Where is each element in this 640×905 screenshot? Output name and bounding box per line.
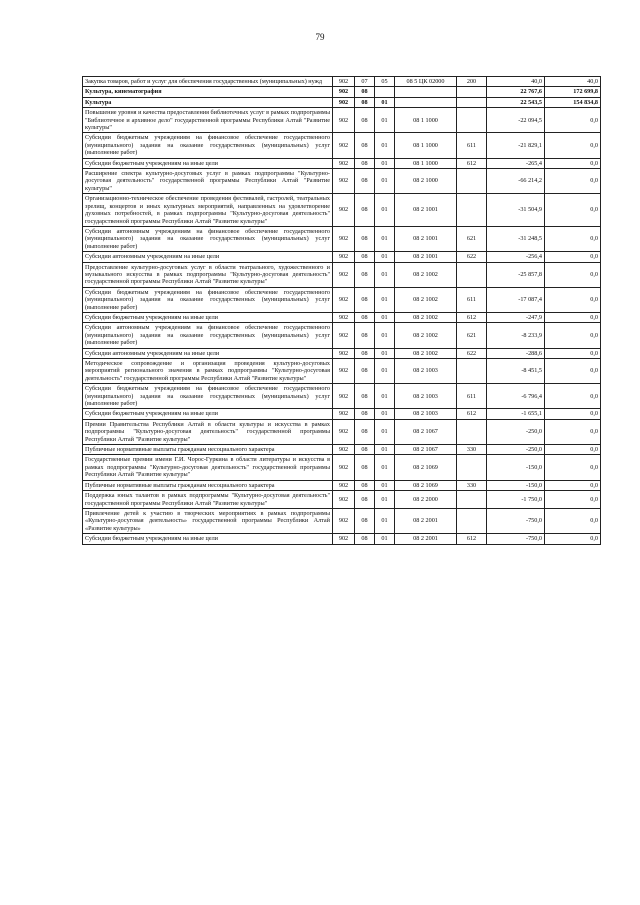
row-subsection-code: [375, 87, 395, 97]
row-ministry-code: 902: [333, 534, 355, 544]
row-amount-2: 0,0: [545, 158, 601, 168]
row-target-article: [395, 87, 457, 97]
row-ministry-code: 902: [333, 133, 355, 158]
row-name: Публичные нормативные выплаты гражданам несоциального характера: [83, 445, 333, 455]
row-name: Государственные премии имени Г.И. Чорос-Гуркина в области литературы и искусства в рамках подпрограммы "Культурно-досуговая деятельность" государственной программы Республики Алтай "Развитие культуры": [83, 455, 333, 480]
row-subsection-code: 01: [375, 97, 395, 107]
row-expense-type: 612: [457, 534, 487, 544]
row-subsection-code: 01: [375, 480, 395, 490]
row-amount-1: -750,0: [487, 508, 545, 533]
row-amount-1: -150,0: [487, 455, 545, 480]
row-target-article: 08 1 1000: [395, 158, 457, 168]
table-row: [83, 455, 601, 480]
row-target-article: 08 2 1002: [395, 312, 457, 322]
row-amount-1: -256,4: [487, 252, 545, 262]
row-amount-2: 0,0: [545, 287, 601, 312]
row-subsection-code: 01: [375, 455, 395, 480]
row-expense-type: 612: [457, 158, 487, 168]
row-subsection-code: 01: [375, 108, 395, 133]
row-target-article: 08 2 1002: [395, 323, 457, 348]
row-ministry-code: 902: [333, 348, 355, 358]
row-target-article: 08 2 2001: [395, 534, 457, 544]
row-target-article: 08 2 1067: [395, 419, 457, 444]
row-target-article: 08 2 1000: [395, 169, 457, 194]
row-section-code: 08: [355, 252, 375, 262]
row-expense-type: 200: [457, 77, 487, 87]
row-amount-1: -8 451,5: [487, 359, 545, 384]
row-name: Субсидии бюджетным учреждениям на иные цели: [83, 534, 333, 544]
row-ministry-code: 902: [333, 312, 355, 322]
row-amount-2: 0,0: [545, 108, 601, 133]
row-section-code: 08: [355, 108, 375, 133]
row-expense-type: 611: [457, 287, 487, 312]
row-amount-2: 154 834,8: [545, 97, 601, 107]
row-ministry-code: 902: [333, 194, 355, 227]
row-section-code: 08: [355, 226, 375, 251]
row-amount-1: -22 094,5: [487, 108, 545, 133]
row-name: Субсидии бюджетным учреждениям на финансовое обеспечение государственного (муниципального) задания на оказание государственных (муниципальных) услуг (выполнение работ): [83, 133, 333, 158]
row-name: Организационно-техническое обеспечение проведения фестивалей, гастролей, театральных зрелищ, концертов и иных культурных мероприятий, направленных на удовлетворение духовных потребностей, в рамках подпрограммы "Культурно-досуговая деятельность" государственной программы Республики Алтай "Развитие культуры": [83, 194, 333, 227]
row-subsection-code: 01: [375, 384, 395, 409]
row-amount-2: 0,0: [545, 194, 601, 227]
row-name: Культура: [83, 97, 333, 107]
row-amount-2: 0,0: [545, 226, 601, 251]
row-section-code: 08: [355, 348, 375, 358]
row-subsection-code: 01: [375, 312, 395, 322]
table-row: [83, 108, 601, 133]
row-amount-1: 40,0: [487, 77, 545, 87]
row-amount-2: 40,0: [545, 77, 601, 87]
row-amount-2: 0,0: [545, 262, 601, 287]
row-expense-type: [457, 359, 487, 384]
row-target-article: 08 2 1069: [395, 455, 457, 480]
row-expense-type: [457, 419, 487, 444]
row-amount-2: 0,0: [545, 252, 601, 262]
row-amount-1: -750,0: [487, 534, 545, 544]
row-ministry-code: 902: [333, 445, 355, 455]
row-amount-2: 0,0: [545, 359, 601, 384]
row-target-article: 08 5 ЦК 02000: [395, 77, 457, 87]
row-section-code: 08: [355, 312, 375, 322]
row-amount-1: -8 233,9: [487, 323, 545, 348]
row-subsection-code: 01: [375, 158, 395, 168]
row-subsection-code: 01: [375, 262, 395, 287]
row-subsection-code: 01: [375, 323, 395, 348]
row-target-article: 08 2 1067: [395, 445, 457, 455]
row-name: Премии Правительства Республики Алтай в области культуры и искусства в рамках подпрограммы "Культурно-досуговая деятельность" государственной программы Республики Алтай "Развитие культуры": [83, 419, 333, 444]
row-section-code: 08: [355, 323, 375, 348]
page-number: 79: [315, 32, 325, 42]
row-section-code: 08: [355, 97, 375, 107]
row-expense-type: [457, 108, 487, 133]
row-subsection-code: 01: [375, 287, 395, 312]
row-amount-1: -66 214,2: [487, 169, 545, 194]
row-name: Субсидии автономным учреждениям на иные цели: [83, 348, 333, 358]
row-expense-type: [457, 491, 487, 509]
row-expense-type: [457, 508, 487, 533]
row-amount-1: -6 796,4: [487, 384, 545, 409]
table-row: [83, 409, 601, 419]
row-amount-1: -31 248,5: [487, 226, 545, 251]
row-ministry-code: 902: [333, 97, 355, 107]
row-amount-1: -288,6: [487, 348, 545, 358]
table-row: [83, 262, 601, 287]
row-ministry-code: 902: [333, 384, 355, 409]
row-amount-2: 0,0: [545, 133, 601, 158]
table-row: [83, 158, 601, 168]
row-amount-1: -150,0: [487, 480, 545, 490]
row-section-code: 08: [355, 158, 375, 168]
row-ministry-code: 902: [333, 287, 355, 312]
row-expense-type: [457, 194, 487, 227]
row-expense-type: 611: [457, 384, 487, 409]
row-subsection-code: 01: [375, 534, 395, 544]
row-amount-1: -31 504,9: [487, 194, 545, 227]
row-ministry-code: 902: [333, 77, 355, 87]
row-subsection-code: 01: [375, 359, 395, 384]
row-ministry-code: 902: [333, 169, 355, 194]
row-subsection-code: 01: [375, 445, 395, 455]
row-ministry-code: 902: [333, 359, 355, 384]
row-section-code: 08: [355, 384, 375, 409]
row-expense-type: 330: [457, 445, 487, 455]
row-expense-type: [457, 87, 487, 97]
row-amount-1: -247,9: [487, 312, 545, 322]
row-name: Поддержка юных талантов в рамках подпрограммы "Культурно-досуговая деятельность" государственной программы Республики Алтай "Развитие культуры": [83, 491, 333, 509]
row-section-code: 07: [355, 77, 375, 87]
row-ministry-code: 902: [333, 455, 355, 480]
table-row: [83, 97, 601, 107]
row-name: Привлечение детей к участию в творческих мероприятиях в рамках подпрограммы «Культурно-досуговая деятельность» государственной программы Республики Алтай «Развитие культуры»: [83, 508, 333, 533]
row-name: Субсидии бюджетным учреждениям на иные цели: [83, 409, 333, 419]
row-name: Субсидии бюджетным учреждениям на финансовое обеспечение государственного (муниципального) задания на оказание государственных (муниципальных) услуг (выполнение работ): [83, 384, 333, 409]
table-row: [83, 194, 601, 227]
row-target-article: 08 2 1002: [395, 348, 457, 358]
row-target-article: 08 2 2001: [395, 508, 457, 533]
row-expense-type: [457, 262, 487, 287]
table-row: [83, 348, 601, 358]
table-row: [83, 445, 601, 455]
row-amount-2: 172 699,8: [545, 87, 601, 97]
row-target-article: 08 2 1001: [395, 226, 457, 251]
row-expense-type: [457, 169, 487, 194]
row-target-article: 08 2 1001: [395, 194, 457, 227]
table-row: [83, 534, 601, 544]
table-row: [83, 323, 601, 348]
row-section-code: 08: [355, 491, 375, 509]
row-amount-1: -1 655,1: [487, 409, 545, 419]
row-section-code: 08: [355, 445, 375, 455]
row-amount-1: 22 767,6: [487, 87, 545, 97]
table-row: [83, 169, 601, 194]
budget-table-body: [83, 77, 601, 545]
row-name: Субсидии автономным учреждениям на иные цели: [83, 252, 333, 262]
row-name: Субсидии бюджетным учреждениям на иные цели: [83, 158, 333, 168]
row-amount-2: 0,0: [545, 323, 601, 348]
row-amount-2: 0,0: [545, 534, 601, 544]
row-amount-2: 0,0: [545, 480, 601, 490]
row-amount-1: 22 543,5: [487, 97, 545, 107]
row-name: Повышение уровня и качества предоставления библиотечных услуг в рамках подпрограммы "Библиотечное и архивное дело" государственной программы Республики Алтай "Развитие культуры": [83, 108, 333, 133]
row-target-article: 08 2 1003: [395, 384, 457, 409]
table-row: [83, 359, 601, 384]
row-expense-type: 330: [457, 480, 487, 490]
row-expense-type: 612: [457, 409, 487, 419]
row-target-article: 08 2 1069: [395, 480, 457, 490]
row-section-code: 08: [355, 87, 375, 97]
row-amount-1: -21 829,1: [487, 133, 545, 158]
table-row: [83, 133, 601, 158]
row-target-article: [395, 97, 457, 107]
row-amount-1: -250,0: [487, 445, 545, 455]
row-name: Предоставление культурно-досуговых услуг в области театрального, художественного и музыкального искусства в рамках подпрограммы "Культурно-досуговая деятельность" государственной программы Республики Алтай "Развитие культуры": [83, 262, 333, 287]
row-amount-2: 0,0: [545, 409, 601, 419]
row-target-article: 08 2 1002: [395, 287, 457, 312]
row-subsection-code: 01: [375, 133, 395, 158]
row-expense-type: 621: [457, 226, 487, 251]
row-ministry-code: 902: [333, 158, 355, 168]
table-row: [83, 480, 601, 490]
row-section-code: 08: [355, 534, 375, 544]
budget-table: [82, 76, 601, 545]
table-row: [83, 508, 601, 533]
row-amount-2: 0,0: [545, 419, 601, 444]
table-row: [83, 419, 601, 444]
row-section-code: 08: [355, 194, 375, 227]
row-target-article: 08 2 1001: [395, 252, 457, 262]
row-subsection-code: 05: [375, 77, 395, 87]
row-ministry-code: 902: [333, 409, 355, 419]
row-subsection-code: 01: [375, 348, 395, 358]
row-amount-2: 0,0: [545, 312, 601, 322]
row-ministry-code: 902: [333, 87, 355, 97]
row-amount-2: 0,0: [545, 445, 601, 455]
row-section-code: 08: [355, 287, 375, 312]
table-row: [83, 312, 601, 322]
table-row: [83, 384, 601, 409]
row-name: Субсидии бюджетным учреждениям на финансовое обеспечение государственного (муниципального) задания на оказание государственных (муниципальных) услуг (выполнение работ): [83, 287, 333, 312]
row-section-code: 08: [355, 169, 375, 194]
row-subsection-code: 01: [375, 169, 395, 194]
row-amount-1: -1 750,0: [487, 491, 545, 509]
table-row: [83, 491, 601, 509]
row-name: Субсидии автономным учреждениям на финансовое обеспечение государственного (муниципального) задания на оказание государственных (муниципальных) услуг (выполнение работ): [83, 323, 333, 348]
row-subsection-code: 01: [375, 491, 395, 509]
row-section-code: 08: [355, 409, 375, 419]
row-expense-type: 611: [457, 133, 487, 158]
row-name: Закупка товаров, работ и услуг для обеспечения государственных (муниципальных) нужд: [83, 77, 333, 87]
row-amount-2: 0,0: [545, 455, 601, 480]
row-section-code: 08: [355, 480, 375, 490]
row-ministry-code: 902: [333, 323, 355, 348]
row-target-article: 08 1 1000: [395, 108, 457, 133]
row-amount-1: -17 087,4: [487, 287, 545, 312]
table-row: [83, 252, 601, 262]
row-target-article: 08 1 1000: [395, 133, 457, 158]
row-amount-2: 0,0: [545, 508, 601, 533]
row-name: Публичные нормативные выплаты гражданам несоциального характера: [83, 480, 333, 490]
table-row: [83, 87, 601, 97]
row-section-code: 08: [355, 455, 375, 480]
row-target-article: 08 2 1003: [395, 359, 457, 384]
row-target-article: 08 2 1002: [395, 262, 457, 287]
row-section-code: 08: [355, 359, 375, 384]
row-target-article: 08 2 1003: [395, 409, 457, 419]
row-amount-2: 0,0: [545, 384, 601, 409]
row-expense-type: [457, 97, 487, 107]
row-ministry-code: 902: [333, 262, 355, 287]
row-expense-type: 622: [457, 348, 487, 358]
row-name: Субсидии бюджетным учреждениям на иные цели: [83, 312, 333, 322]
row-ministry-code: 902: [333, 252, 355, 262]
row-ministry-code: 902: [333, 491, 355, 509]
row-amount-1: -250,0: [487, 419, 545, 444]
row-subsection-code: 01: [375, 252, 395, 262]
row-amount-2: 0,0: [545, 491, 601, 509]
row-target-article: 08 2 2000: [395, 491, 457, 509]
row-name: Расширение спектра культурно-досуговых услуг в рамках подпрограммы "Культурно-досуговая деятельность" государственной программы Республики Алтай "Развитие культуры": [83, 169, 333, 194]
row-ministry-code: 902: [333, 108, 355, 133]
table-row: [83, 226, 601, 251]
row-amount-1: -25 857,8: [487, 262, 545, 287]
row-subsection-code: 01: [375, 508, 395, 533]
row-ministry-code: 902: [333, 508, 355, 533]
row-section-code: 08: [355, 262, 375, 287]
row-name: Методическое сопровождение и организация проведения культурно-досуговых мероприятий регионального значения в рамках подпрограммы "Культурно-досуговая деятельность" государственной программы Республики Алтай "Развитие культуры": [83, 359, 333, 384]
row-expense-type: [457, 455, 487, 480]
row-ministry-code: 902: [333, 419, 355, 444]
row-ministry-code: 902: [333, 226, 355, 251]
row-section-code: 08: [355, 419, 375, 444]
row-name: Субсидии автономным учреждениям на финансовое обеспечение государственного (муниципального) задания на оказание государственных (муниципальных) услуг (выполнение работ): [83, 226, 333, 251]
row-subsection-code: 01: [375, 409, 395, 419]
row-amount-1: -265,4: [487, 158, 545, 168]
row-expense-type: 612: [457, 312, 487, 322]
table-row: [83, 287, 601, 312]
row-section-code: 08: [355, 133, 375, 158]
row-amount-2: 0,0: [545, 169, 601, 194]
row-amount-2: 0,0: [545, 348, 601, 358]
row-expense-type: 622: [457, 252, 487, 262]
row-expense-type: 621: [457, 323, 487, 348]
table-row: [83, 77, 601, 87]
row-subsection-code: 01: [375, 419, 395, 444]
row-subsection-code: 01: [375, 226, 395, 251]
row-subsection-code: 01: [375, 194, 395, 227]
row-section-code: 08: [355, 508, 375, 533]
row-name: Культура, кинематография: [83, 87, 333, 97]
row-ministry-code: 902: [333, 480, 355, 490]
